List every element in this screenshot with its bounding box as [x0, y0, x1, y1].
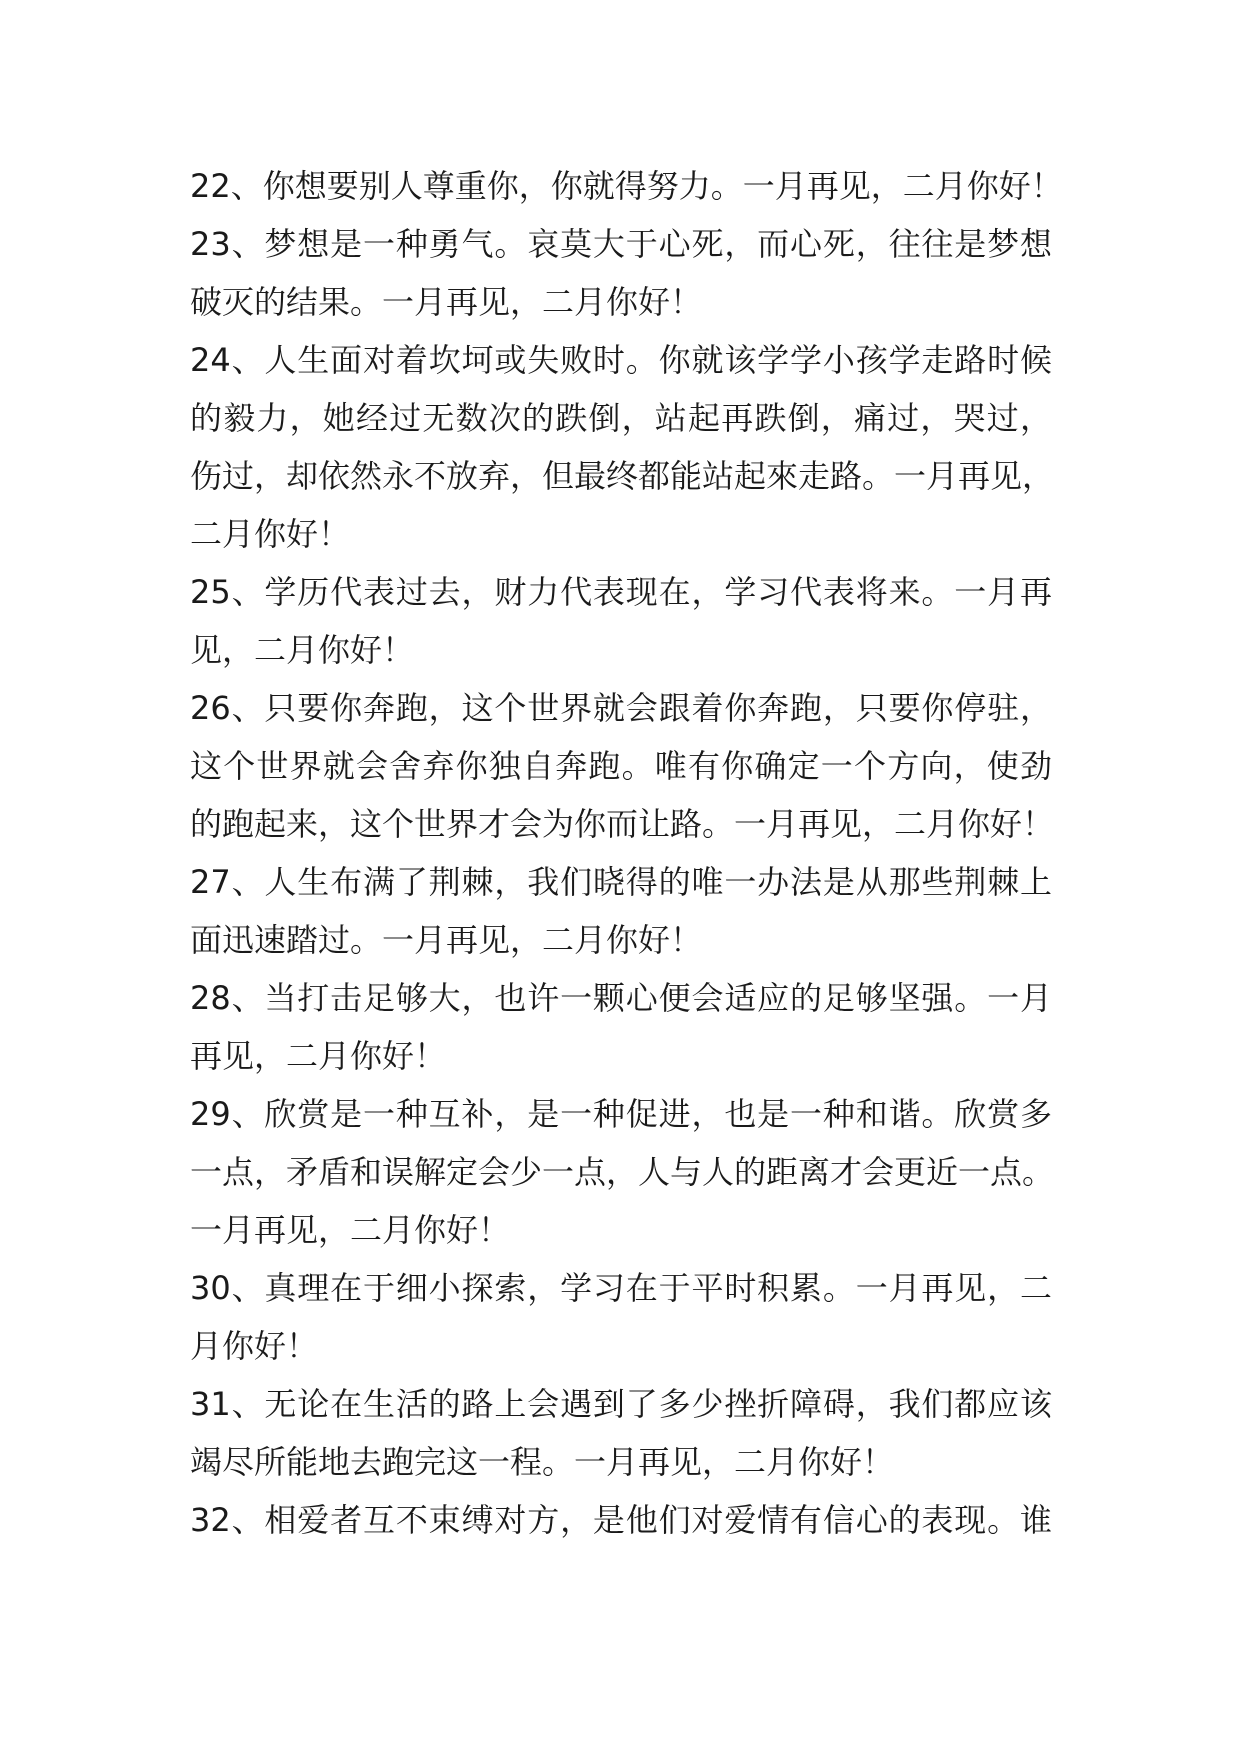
text-line: 23、梦想是一种勇气。哀莫大于心死，而心死，往往是梦想	[190, 225, 1052, 263]
document-body	[190, 157, 1063, 1549]
text-line: 32、相爱者互不束缚对方，是他们对爱情有信心的表现。谁	[190, 1501, 1052, 1539]
text-line: 28、当打击足够大，也许一颗心便会适应的足够坚强。一月	[190, 979, 1052, 1017]
text-line: 25、学历代表过去，财力代表现在，学习代表将来。一月再	[190, 573, 1052, 611]
text-line: 22、你想要别人尊重你，你就得努力。一月再见，二月你好！	[190, 167, 1063, 205]
text-line: 见，二月你好！	[190, 631, 415, 669]
text-line: 31、无论在生活的路上会遇到了多少挫折障碍，我们都应该	[190, 1385, 1052, 1423]
text-line: 伤过，却依然永不放弃，但最终都能站起來走路。一月再见，	[190, 457, 1055, 495]
text-line: 27、人生布满了荆棘，我们晓得的唯一办法是从那些荆棘上	[190, 863, 1052, 901]
text-line: 月你好！	[190, 1327, 319, 1365]
text-line: 二月你好！	[190, 515, 351, 553]
text-line: 30、真理在于细小探索，学习在于平时积累。一月再见，二	[190, 1269, 1052, 1307]
text-line: 这个世界就会舍弃你独自奔跑。唯有你确定一个方向，使劲	[190, 747, 1052, 785]
text-line: 29、欣赏是一种互补，是一种促进，也是一种和谐。欣赏多	[190, 1095, 1052, 1133]
text-line: 破灭的结果。一月再见，二月你好！	[190, 283, 703, 321]
text-line: 一月再见，二月你好！	[190, 1211, 511, 1249]
text-line: 24、人生面对着坎坷或失败时。你就该学学小孩学走路时候	[190, 341, 1052, 379]
text-line: 的跑起来，这个世界才会为你而让路。一月再见，二月你好！	[190, 805, 1055, 843]
text-line: 一点，矛盾和误解定会少一点，人与人的距离才会更近一点。	[190, 1153, 1055, 1191]
text-line: 再见，二月你好！	[190, 1037, 447, 1075]
text-line: 面迅速踏过。一月再见，二月你好！	[190, 921, 703, 959]
text-line: 26、只要你奔跑，这个世界就会跟着你奔跑，只要你停驻，	[190, 689, 1052, 727]
text-line: 竭尽所能地去跑完这一程。一月再见，二月你好！	[190, 1443, 895, 1481]
text-line: 的毅力，她经过无数次的跌倒，站起再跌倒，痛过，哭过，	[190, 399, 1052, 437]
